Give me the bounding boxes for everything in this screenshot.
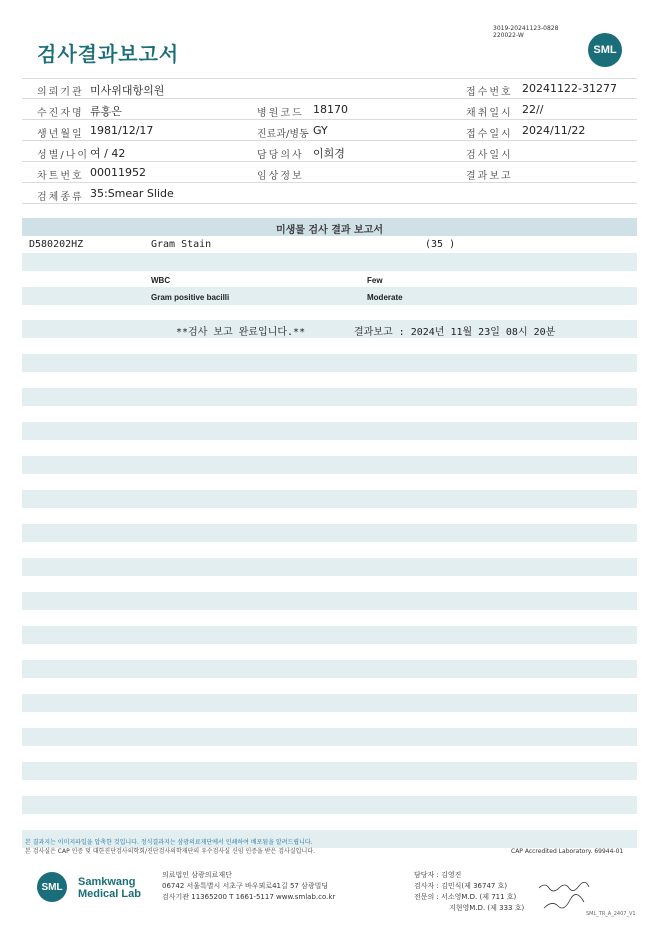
notice-image: 본 결과지는 이미지파일을 압축한 것입니다. 정식결과지는 삼광의료재단에서 인쇄하여 배포됨을 알려드립니다.	[25, 839, 313, 846]
form-code: SML_TR_A_2407_V1	[586, 911, 636, 917]
receipt-no-value: 20241122-31277	[522, 82, 617, 95]
report-label: 결과보고	[466, 171, 513, 182]
sml-logo: SML	[588, 33, 622, 67]
specimen-label: 검체종류	[37, 192, 84, 203]
result-item-wbc: WBC	[151, 276, 171, 285]
divider	[22, 98, 637, 99]
stripe	[22, 456, 637, 474]
chart-value: 00011952	[90, 166, 146, 179]
staff-manager: 담당자 : 김영진	[414, 871, 462, 879]
staff-specialist-2: 지현영M.D. (제 333 호)	[449, 904, 525, 912]
collect-value: 22//	[522, 103, 544, 116]
clinical-label: 임상정보	[257, 171, 304, 182]
stripe	[22, 524, 637, 542]
divider	[22, 182, 637, 183]
divider	[22, 203, 637, 204]
page-title: 검사결과보고서	[37, 42, 180, 66]
sex-age-value: 여 / 42	[90, 147, 126, 160]
staff-specialist-1: 전문의 : 서소영M.D. (제 711 호)	[414, 893, 517, 901]
stripe	[22, 592, 637, 610]
document-id	[493, 25, 558, 39]
result-item-gpb: Gram positive bacilli	[151, 293, 230, 302]
chart-label: 차트번호	[37, 171, 84, 182]
accept-label: 접수일시	[466, 129, 513, 140]
signature-image	[536, 880, 596, 914]
brand-line1: Samkwang	[78, 876, 136, 888]
test-date-label: 검사일시	[466, 150, 513, 161]
doctor-value: 이희경	[313, 147, 345, 160]
stripe	[22, 762, 637, 780]
result-value-gpb: Moderate	[367, 293, 403, 302]
dept-value: GY	[313, 124, 328, 137]
stripe	[22, 626, 637, 644]
complete-message: **검사 보고 완료입니다.**	[176, 327, 306, 338]
cap-accreditation: CAP Accredited Laboratory. 69944-01	[511, 848, 624, 855]
org-contact: 검사기관 11365200 T 1661-5117 www.smlab.co.kr	[162, 893, 336, 901]
ward-code-value: 18170	[313, 103, 348, 116]
stripe	[22, 388, 637, 406]
doctor-label: 담당의사	[257, 150, 304, 161]
stripe	[22, 490, 637, 508]
section-title: 미생물 검사 결과 보고서	[275, 225, 384, 236]
divider	[22, 140, 637, 141]
sml-footer-logo: SML	[37, 872, 67, 902]
specimen-value: 35:Smear Slide	[90, 187, 174, 200]
notice-cap: 본 검사실은 CAP 인증 및 대한진단검사의학회/진단검사의학재단의 우수검사실 신임 인증을 받은 검사실입니다.	[25, 848, 315, 855]
brand-name	[78, 876, 141, 900]
sex-age-label: 성별/나이	[37, 150, 90, 161]
hospital-label: 의뢰기관	[37, 87, 84, 98]
staff-block	[414, 870, 524, 914]
org-block	[162, 870, 335, 903]
dob-value: 1981/12/17	[90, 124, 154, 137]
stripe	[22, 728, 637, 746]
stripe	[22, 253, 637, 271]
report-time: 결과보고 : 2024년 11월 23일 08시 20분	[354, 327, 556, 338]
name-label: 수진자명	[37, 108, 84, 119]
dob-label: 생년월일	[37, 129, 84, 140]
stripe	[22, 287, 637, 305]
collect-label: 채취일시	[466, 108, 513, 119]
staff-tester: 검사자 : 김민식(제 36747 호)	[414, 882, 508, 890]
divider	[22, 119, 637, 120]
test-code: D580202HZ	[29, 239, 84, 250]
stripe	[22, 354, 637, 372]
name-value: 류홍은	[90, 105, 122, 118]
accept-value: 2024/11/22	[522, 124, 586, 137]
stripe	[22, 660, 637, 678]
stripe	[22, 796, 637, 814]
test-name: Gram Stain	[151, 239, 212, 250]
dept-label: 진료과/병동	[257, 129, 309, 140]
org-address: 06742 서울특별시 서초구 바우뫼로41길 57 삼광빌딩	[162, 882, 329, 890]
stripe	[22, 422, 637, 440]
ward-code-label: 병원코드	[257, 108, 304, 119]
hospital-value: 미사위대항의원	[90, 84, 165, 97]
divider	[22, 161, 637, 162]
stripe	[22, 694, 637, 712]
result-value-wbc: Few	[367, 276, 383, 285]
receipt-no-label: 접수번호	[466, 87, 513, 98]
doc-id-line2: 220022-W	[493, 32, 524, 39]
doc-id-line1: 3019-20241123-0828	[493, 25, 559, 32]
test-number: (35 )	[425, 239, 456, 250]
brand-line2: Medical Lab	[78, 888, 141, 900]
stripe	[22, 558, 637, 576]
divider	[22, 78, 637, 79]
org-name: 의료법인 삼광의료재단	[162, 871, 232, 879]
